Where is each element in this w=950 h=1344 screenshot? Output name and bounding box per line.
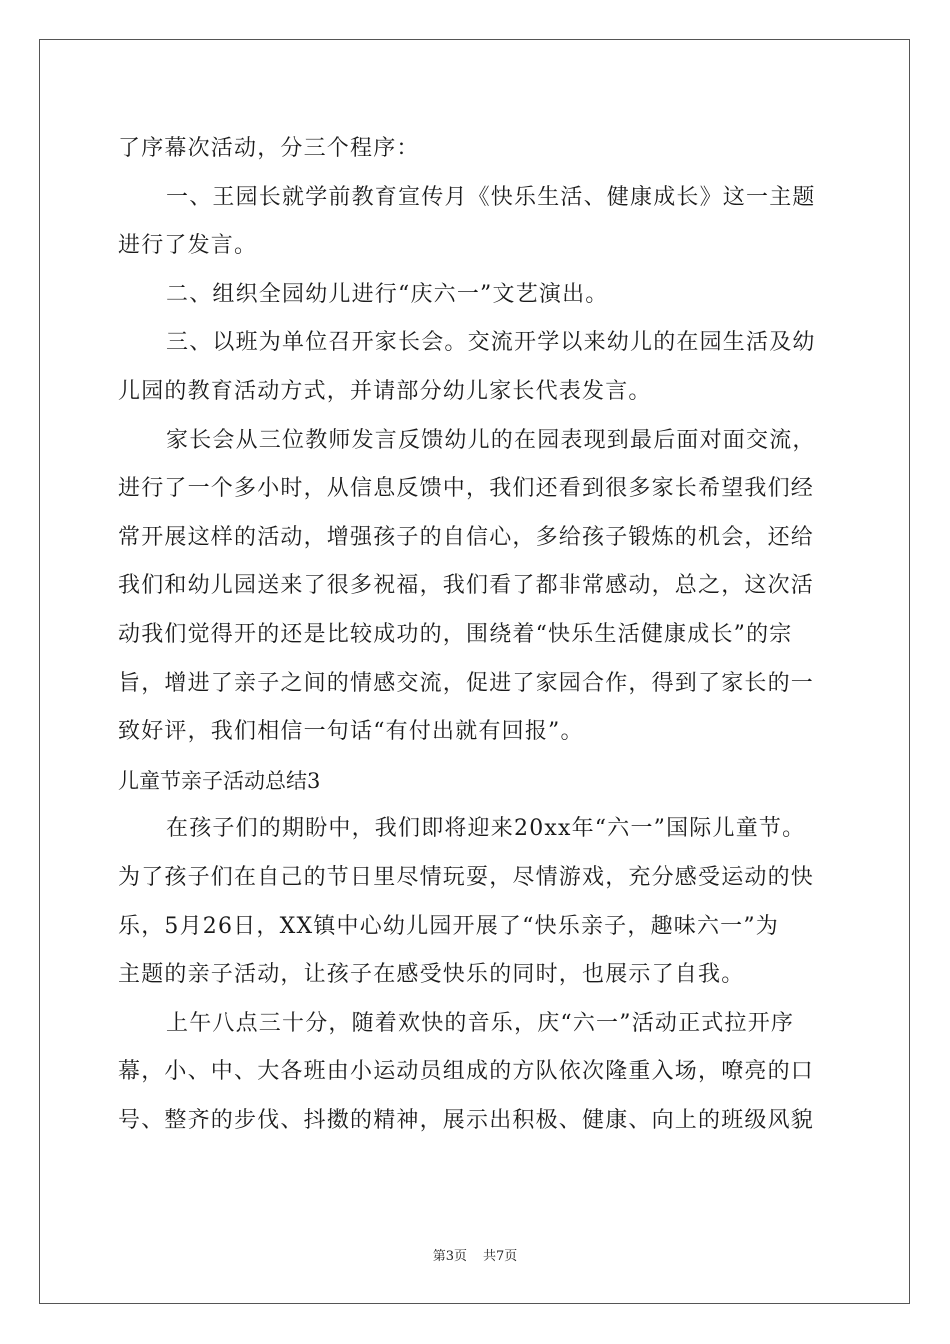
paragraph-line: 在孩子们的期盼中，我们即将迎来20xx年“六一”国际儿童节。 [166, 816, 806, 842]
paragraph-line: 一、王园长就学前教育宣传月《快乐生活、健康成长》这一主题 [166, 184, 816, 210]
paragraph-line: 进行了发言。 [118, 233, 258, 259]
paragraph-line: 动我们觉得开的还是比较成功的，围绕着“快乐生活健康成长”的宗 [118, 621, 793, 647]
page-footer [0, 1245, 950, 1264]
paragraph-line: 常开展这样的活动，增强孩子的自信心，多给孩子锻炼的机会，还给 [118, 524, 815, 550]
paragraph-line: 主题的亲子活动，让孩子在感受快乐的同时，也展示了自我。 [118, 962, 745, 988]
paragraph-line: 幕，小、中、大各班由小运动员组成的方队依次隆重入场，嘹亮的口 [118, 1059, 815, 1085]
paragraph-line: 旨，增进了亲子之间的情感交流，促进了家园合作，得到了家长的一 [118, 670, 815, 696]
paragraph-line: 上午八点三十分，随着欢快的音乐，庆“六一”活动正式拉开序 [166, 1010, 795, 1036]
paragraph-line: 致好评，我们相信一句话“有付出就有回报”。 [118, 719, 584, 745]
paragraph-line: 号、整齐的步伐、抖擞的精神，展示出积极、健康、向上的班级风貌 [118, 1107, 815, 1133]
page-total: 共7页 [483, 1249, 518, 1264]
paragraph-line: 二、组织全园幼儿进行“庆六一”文艺演出。 [166, 281, 609, 307]
paragraph-line: 乐，5月26日，XX镇中心幼儿园开展了“快乐亲子，趣味六一”为 [118, 913, 780, 939]
paragraph-line: 儿园的教育活动方式，并请部分幼儿家长代表发言。 [118, 378, 652, 404]
document-body [118, 131, 834, 1151]
section-heading: 儿童节亲子活动总结3 [118, 768, 321, 793]
paragraph-line: 为了孩子们在自己的节日里尽情玩耍，尽情游戏，充分感受运动的快 [118, 864, 815, 890]
paragraph-line: 了序幕次活动，分三个程序： [118, 136, 420, 161]
paragraph-line: 三、以班为单位召开家长会。交流开学以来幼儿的在园生活及幼 [166, 330, 816, 356]
paragraph-line: 家长会从三位教师发言反馈幼儿的在园表现到最后面对面交流， [166, 427, 816, 453]
page-number: 第3页 [432, 1249, 467, 1264]
paragraph-line: 我们和幼儿园送来了很多祝福，我们看了都非常感动，总之，这次活 [118, 573, 815, 599]
paragraph-line: 进行了一个多小时，从信息反馈中，我们还看到很多家长希望我们经 [118, 476, 815, 502]
